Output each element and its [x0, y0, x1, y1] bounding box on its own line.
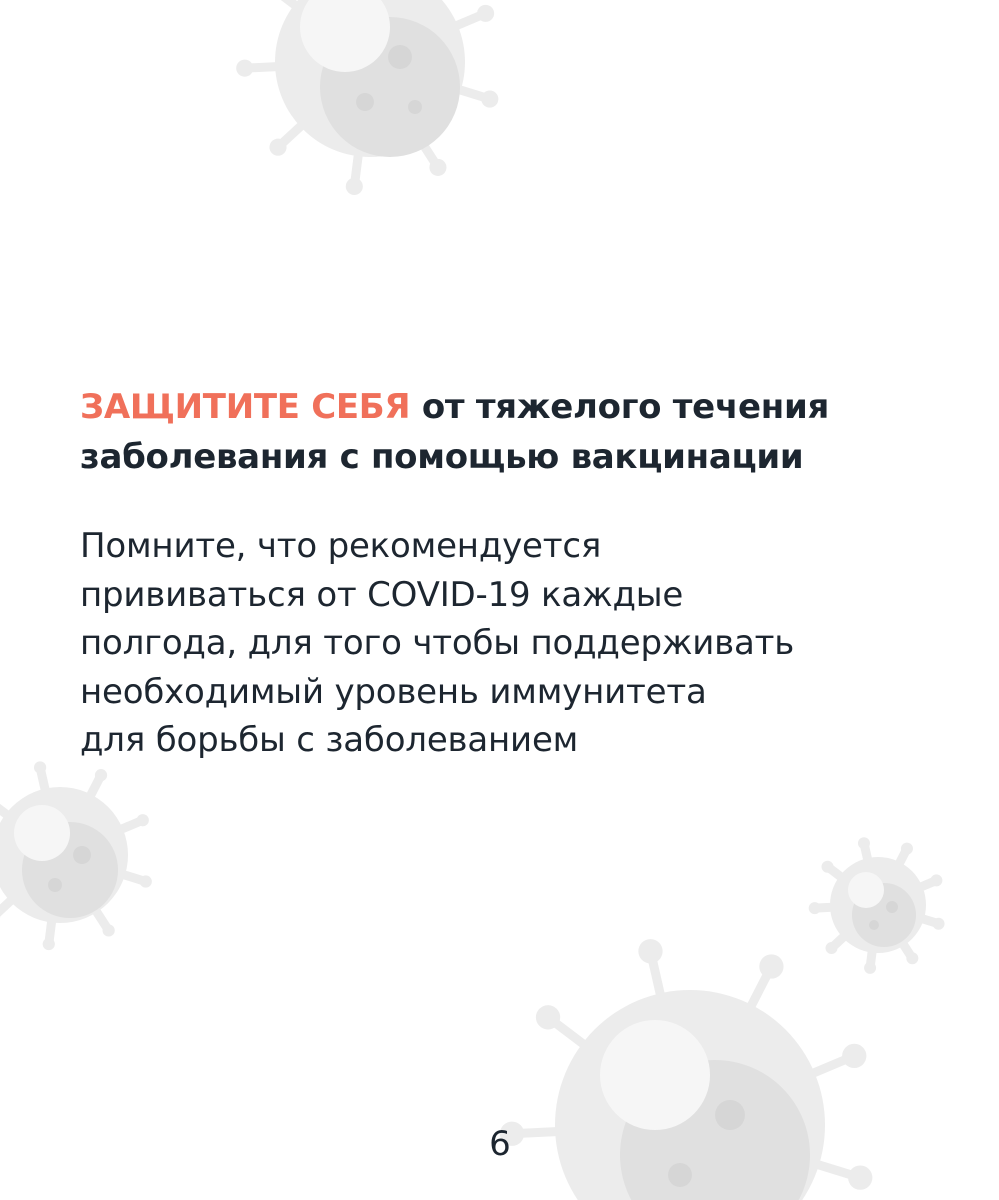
- headline-rest: от тяжелого течения заболевания с помощью вакцинации: [80, 387, 829, 477]
- virus-knob: [842, 1044, 866, 1068]
- body-line: прививаться от COVID-19 каждые: [80, 574, 684, 615]
- virus-knob: [906, 952, 918, 964]
- virus-knob: [809, 902, 821, 914]
- virus-knob: [822, 861, 834, 873]
- virus-icon: [0, 761, 152, 950]
- virus-knob: [236, 60, 253, 77]
- virus-knob: [901, 843, 913, 855]
- virus-knob: [536, 1005, 560, 1029]
- virus-knob: [95, 769, 107, 781]
- virus-knob: [759, 954, 783, 978]
- virus-knob: [930, 874, 942, 886]
- virus-knob: [848, 1166, 872, 1190]
- headline-accent: ЗАЩИТИТЕ СЕБЯ: [80, 387, 411, 427]
- virus-knob: [826, 942, 838, 954]
- virus-knob: [864, 962, 876, 974]
- virus-knob: [346, 178, 363, 195]
- virus-icon: [500, 939, 873, 1200]
- virus-knob: [140, 875, 152, 887]
- virus-knob: [933, 918, 945, 930]
- virus-knob: [103, 924, 115, 936]
- virus-knob: [43, 938, 55, 950]
- body-line: для борьбы с заболеванием: [80, 720, 579, 760]
- virus-knob: [269, 139, 286, 156]
- virus-icon: [809, 837, 945, 974]
- page-number: 6: [489, 1124, 511, 1164]
- body-line: Помните, что рекомендуется: [80, 526, 602, 566]
- virus-knob: [481, 91, 498, 108]
- body-paragraph: [80, 522, 940, 765]
- virus-knob: [429, 159, 446, 176]
- virus-icon: [236, 0, 498, 195]
- virus-knob: [137, 814, 149, 826]
- virus-knob: [34, 761, 46, 773]
- body-line: полгода, для того чтобы поддерживать: [80, 623, 795, 663]
- virus-knob: [477, 5, 494, 22]
- body-line: необходимый уровень иммунитета: [80, 671, 707, 712]
- virus-knob: [638, 939, 662, 963]
- headline: [80, 382, 940, 482]
- virus-knob: [858, 837, 870, 849]
